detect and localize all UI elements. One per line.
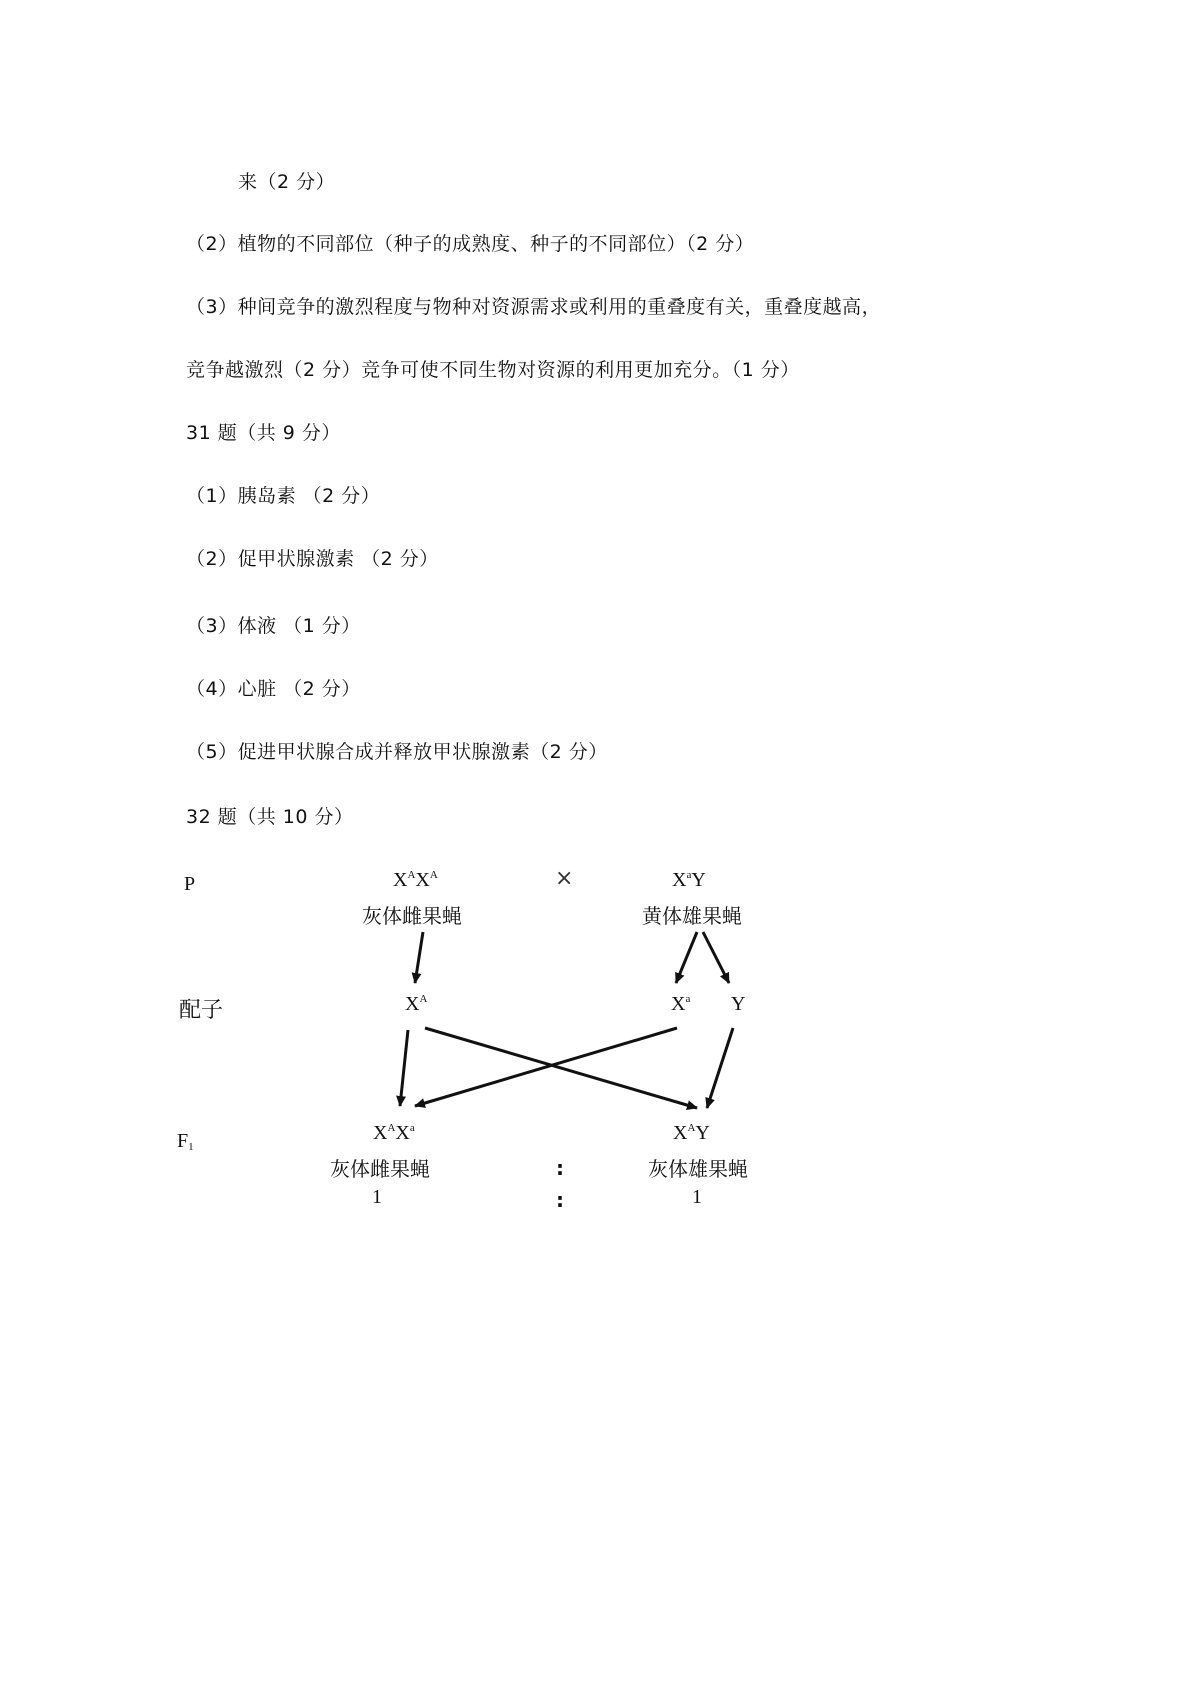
arrow-male-to-gamete-y: [703, 932, 729, 983]
f1-male-ratio: 1: [692, 1186, 702, 1208]
cross-symbol: ×: [555, 866, 574, 891]
f1-female-ratio: 1: [372, 1186, 382, 1208]
question-31-part-3: （3）体液 （1 分）: [186, 615, 361, 637]
male-parent-genotype: $X^aY$: [672, 869, 706, 891]
f1-male-phenotype: 灰体雄果蝇: [648, 1157, 748, 1181]
arrow-xa-to-f1-male: [425, 1028, 697, 1108]
arrow-xa-male-to-f1-female: [415, 1028, 677, 1106]
answer-line-3-continued: 竞争越激烈（2 分）竞争可使不同生物对资源的利用更加充分。（1 分）: [186, 359, 800, 381]
question-31-part-4: （4）心脏 （2 分）: [186, 678, 361, 700]
female-parent-genotype: $X^AX^A$: [393, 869, 438, 891]
male-parent-phenotype: 黄体雄果蝇: [642, 904, 742, 928]
question-31-part-5: （5）促进甲状腺合成并释放甲状腺激素（2 分）: [186, 741, 608, 763]
row-label-f1: $F_1$: [177, 1130, 194, 1153]
female-parent-phenotype: 灰体雌果蝇: [362, 904, 462, 928]
answer-line-continuation: 来（2 分）: [238, 171, 336, 193]
question-32-heading: 32 题（共 10 分）: [186, 806, 354, 828]
gamete-male-y: Y: [731, 993, 746, 1015]
question-31-part-2: （2）促甲状腺激素 （2 分）: [186, 548, 439, 570]
arrow-xa-to-f1-female: [400, 1030, 408, 1106]
number-ratio-colon: :: [556, 1188, 564, 1212]
answer-line-2: （2）植物的不同部位（种子的成熟度、种子的不同部位）（2 分）: [186, 233, 755, 255]
answer-line-3: （3）种间竞争的激烈程度与物种对资源需求或利用的重叠度有关，重叠度越高，: [186, 296, 882, 318]
f1-male-genotype: $X^AY$: [673, 1122, 710, 1144]
phenotype-ratio-colon: :: [556, 1156, 564, 1180]
f1-female-genotype: $X^AX^a$: [373, 1122, 415, 1144]
question-31-heading: 31 题（共 9 分）: [186, 422, 341, 444]
gamete-male-xa: $X^a$: [671, 993, 691, 1015]
gamete-female-xa: $X^A$: [405, 993, 428, 1015]
arrow-y-to-f1-male: [707, 1028, 733, 1108]
arrow-female-to-gamete: [415, 932, 423, 983]
arrow-male-to-gamete-x: [676, 932, 697, 983]
f1-female-phenotype: 灰体雌果蝇: [330, 1157, 430, 1181]
row-label-p: P: [184, 873, 196, 895]
question-31-part-1: （1）胰岛素 （2 分）: [186, 485, 381, 507]
row-label-gametes: 配子: [179, 998, 224, 1023]
